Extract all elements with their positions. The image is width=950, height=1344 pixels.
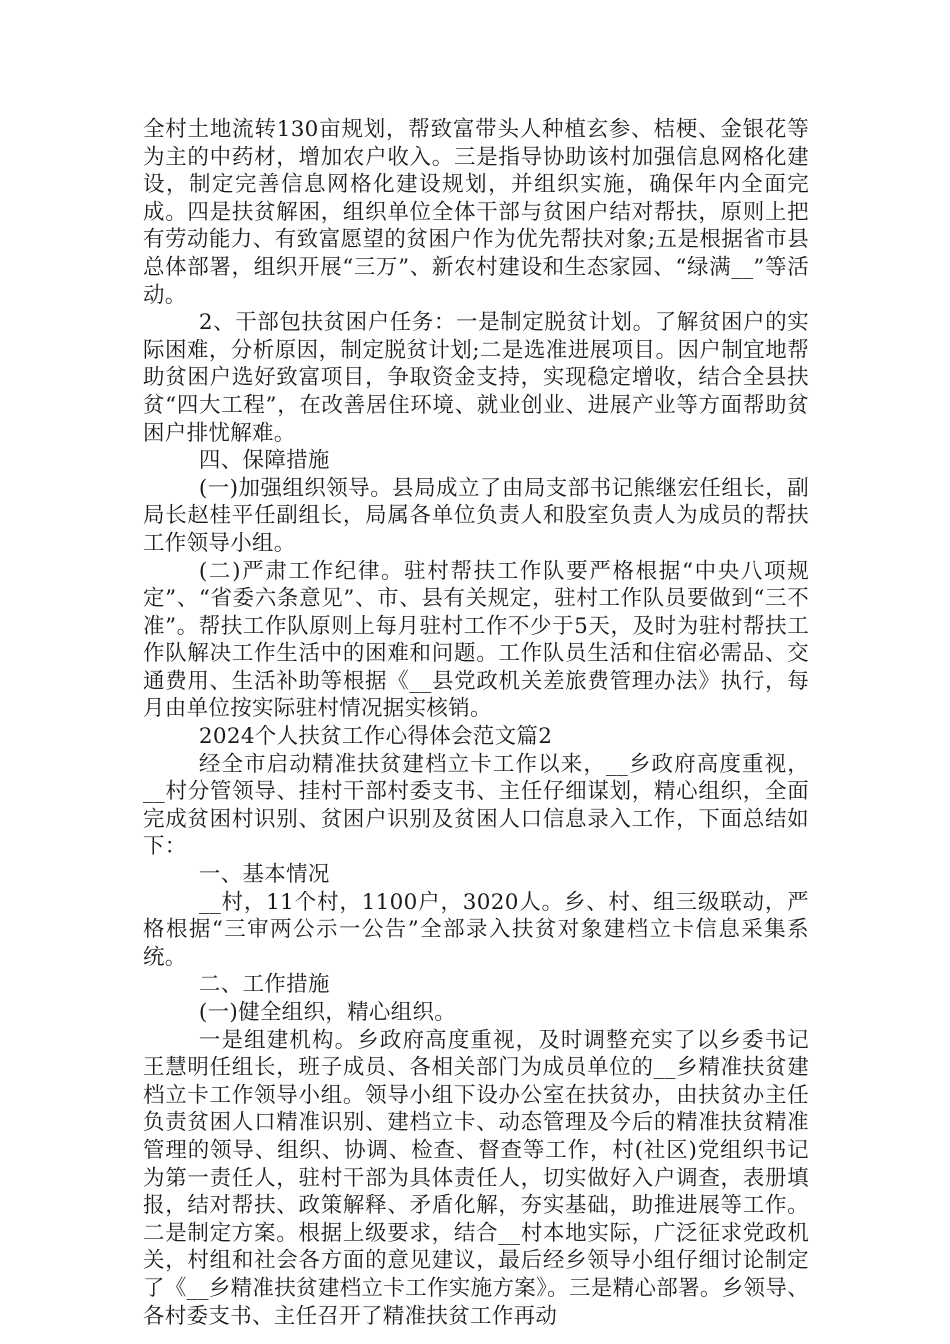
section-heading: 四、保障措施: [198, 448, 330, 474]
paragraph: (一)加强组织领导。县局成立了由局支部书记熊继宏任组长，副局长赵桂平任副组长，局属各单位负责人和股室负责人为成员的帮扶工作领导小组。: [143, 475, 809, 556]
subsection-heading: (一)健全组织，精心组织。: [198, 1000, 457, 1025]
paragraph: __村，11个村，1100户，3020人。乡、村、组三级联动，严格根据“三审两公示一公告”全部录入扶贫对象建档立卡信息采集系统。: [143, 889, 809, 970]
paragraph: 经全市启动精准扶贫建档立卡工作以来，__乡政府高度重视，__村分管领导、挂村干部村委支书、主任仔细谋划，精心组织，全面完成贫困村识别、贫困户识别及贫困人口信息录入工作，下面总结如下：: [143, 751, 809, 860]
paragraph: 一是组建机构。乡政府高度重视，及时调整充实了以乡委书记王慧明任组长，班子成员、各相关部门为成员单位的__乡精准扶贫建档立卡工作领导小组。领导小组下设办公室在扶贫办，由扶贫办主任负责贫困人口精准识别、建档立卡、动态管理及今后的精准扶贫精准管理的领导、组织、协调、检查、督查等工作，村(社区)党组织书记为第一责任人，驻村干部为具体责任人，切实做好入户调查，表册填报，结对帮扶、政策解释、矛盾化解，夯实基础，助推进展等工作。二是制定方案。根据上级要求，结合__村本地实际，广泛征求党政机关，村组和社会各方面的意见建议，最后经乡领导小组仔细讨论制定了《__乡精准扶贫建档立卡工作实施方案》。三是精心部署。乡领导、各村委支书、主任召开了精准扶贫工作再动: [143, 1027, 809, 1329]
document-page: [143, 116, 809, 1330]
paragraph: 全村土地流转130亩规划，帮致富带头人种植玄参、桔梗、金银花等为主的中药材，增加农户收入。三是指导协助该村加强信息网格化建设，制定完善信息网格化建设规划，并组织实施，确保年内全面完成。四是扶贫解困，组织单位全体干部与贫困户结对帮扶，原则上把有劳动能力、有致富愿望的贫困户作为优先帮扶对象;五是根据省市县总体部署，组织开展“三万”、新农村建设和生态家园、“绿满__”等活动。: [143, 117, 809, 308]
paragraph: 2、干部包扶贫困户任务：一是制定脱贫计划。了解贫困户的实际困难，分析原因，制定脱贫计划;二是选准进展项目。因户制宜地帮助贫困户选好致富项目，争取资金支持，实现稳定增收，结合全县扶贫“四大工程”，在改善居住环境、就业创业、进展产业等方面帮助贫困户排忧解难。: [143, 310, 809, 446]
section-heading: 二、工作措施: [198, 972, 330, 998]
article-title: 2024个人扶贫工作心得体会范文篇2: [198, 724, 553, 750]
section-heading: 一、基本情况: [198, 862, 330, 888]
paragraph: (二)严肃工作纪律。驻村帮扶工作队要严格根据“中央八项规定”、“省委六条意见”、市、县有关规定，驻村工作队员要做到“三不准”。帮扶工作队原则上每月驻村工作不少于5天，及时为驻村帮扶工作队解决工作生活中的困难和问题。工作队员生活和住宿必需品、交通费用、生活补助等根据《__县党政机关差旅费管理办法》执行，每月由单位按实际驻村情况据实核销。: [143, 558, 809, 722]
